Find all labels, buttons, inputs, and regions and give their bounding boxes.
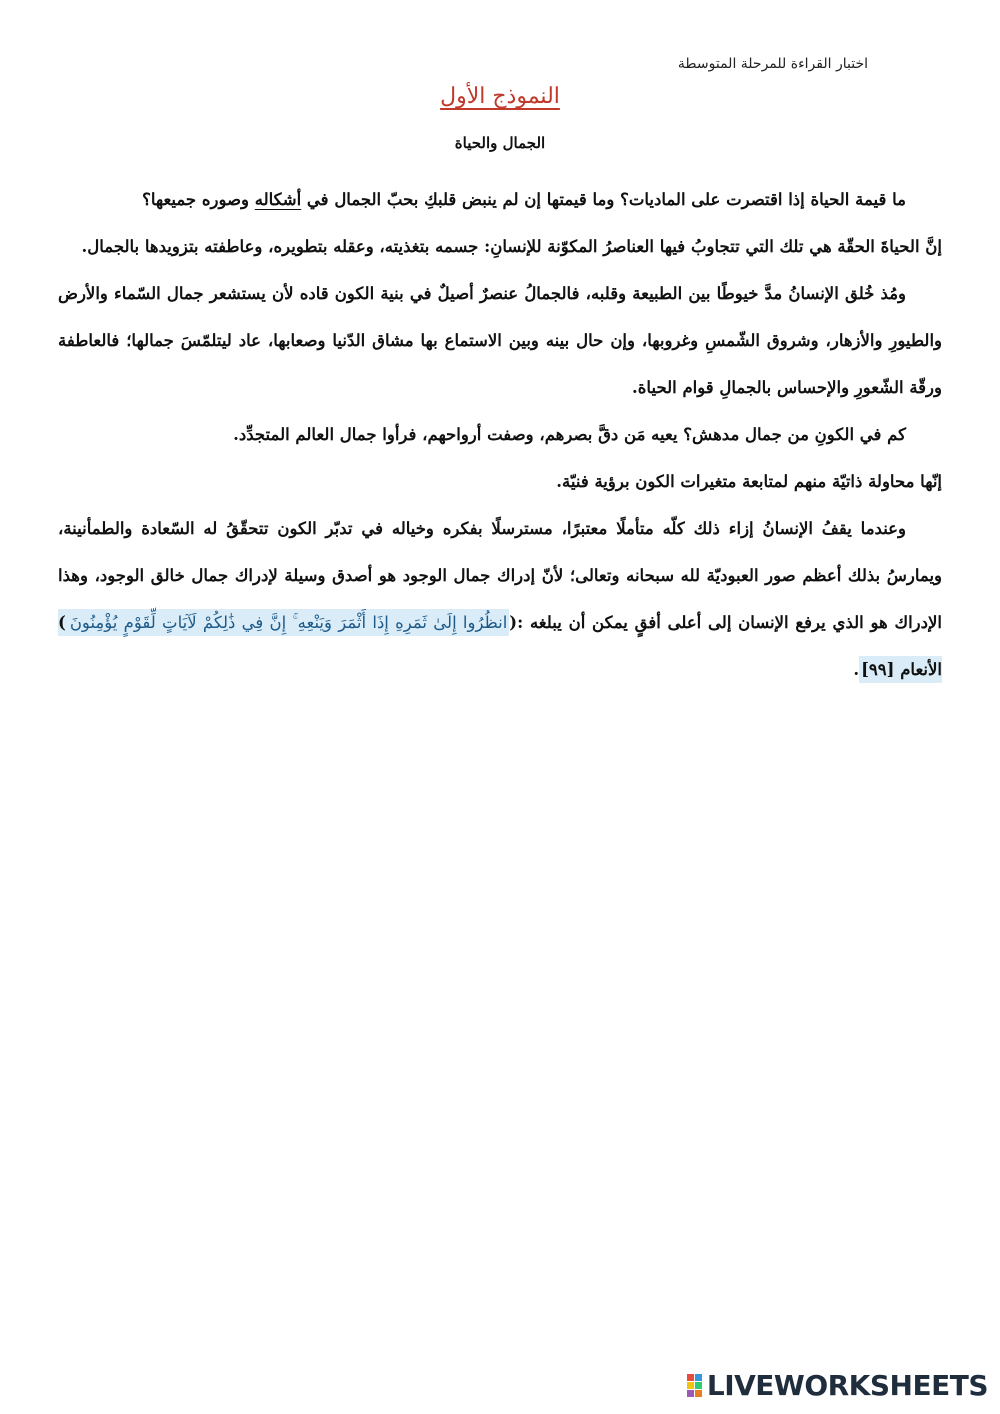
paragraph-6-end: . [853, 660, 860, 679]
logo-text: LIVEWORKSHEETS [706, 1369, 988, 1402]
paragraph-1 [58, 176, 942, 223]
paragraph-6-a: وعندما يقفُ الإنسانُ إزاء ذلك كلّه متأملًا معتبرًا، مسترسلًا بفكره وخياله في تدبّر الكون تتحقّقُ له السّعادة والطمأنينة، ويمارسُ بذلك أعظم صور العبوديّة لله سبحانه وتعالى؛ لأنّ إدراك جمال الوجود هو أصدق وسيلة لإدراك جمال خالق الوجود، وهذا الإدراك هو الذي يرفع الإنسان إلى أعلى أفقٍ يمكن أن يبلغه :( [58, 519, 942, 632]
header-note: اختبار القراءة للمرحلة المتوسطة [677, 56, 868, 72]
model-title-text: النموذج الأول [440, 84, 560, 109]
underlined-word: أشكاله [254, 190, 302, 209]
paragraph-3: ومُذ خُلق الإنسانُ مدَّ خيوطًا بين الطبيعة وقلبه، فالجمالُ عنصرٌ أصيلٌ في بنية الكون قاده لأن يستشعر جمال السّماء والأرض والطيورِ والأزهار، وشروق الشّمسِ وغروبها، وإن حال بينه وبين الاستماع بها مشاق الدّنيا وصعابها، عاد ليتلمّسَ جمالها؛ فالعاطفة ورقّة الشّعورِ والإحساس بالجمالِ قوام الحياة. [58, 284, 942, 397]
quran-reference: ) الأنعام [٩٩] [58, 609, 942, 683]
logo-mark-icon [687, 1374, 703, 1398]
liveworksheets-logo [687, 1369, 988, 1402]
article-subtitle: الجمال والحياة [454, 134, 546, 152]
model-title [0, 84, 1000, 109]
paragraph-1-b: وصوره جميعها؟ [142, 190, 255, 209]
paragraph-5: إنّها محاولة ذاتيّة منهم لمتابعة متغيرات الكون برؤية فنيّة. [556, 472, 942, 491]
paragraph-4: كم في الكونِ من جمال مدهش؟ يعيه مَن دقَّ بصرهم، وصفت أرواحهم، فرأوا جمال العالم المتجدِّد. [233, 425, 906, 444]
quran-verse: انظُرُوا إِلَىٰ ثَمَرِهِ إِذَا أَثْمَرَ وَيَنْعِهِ ۚ إِنَّ فِي ذَٰلِكُمْ لَآيَاتٍ لِّقَوْمٍ يُؤْمِنُونَ [68, 609, 509, 636]
paragraph-1-a: ما قيمة الحياة إذا اقتصرت على الماديات؟ وما قيمتها إن لم ينبض قلبكِ بحبّ الجمال في [301, 190, 906, 209]
paragraph-2: إنَّ الحياةَ الحقّة هي تلك التي تتجاوبُ فيها العناصرُ المكوّنة للإنسانِ: جسمه بتغذيته، وعقله بتطويره، وعاطفته بتزويدها بالجمال. [81, 237, 942, 256]
article-body [58, 176, 942, 693]
paragraph-6 [58, 505, 942, 693]
